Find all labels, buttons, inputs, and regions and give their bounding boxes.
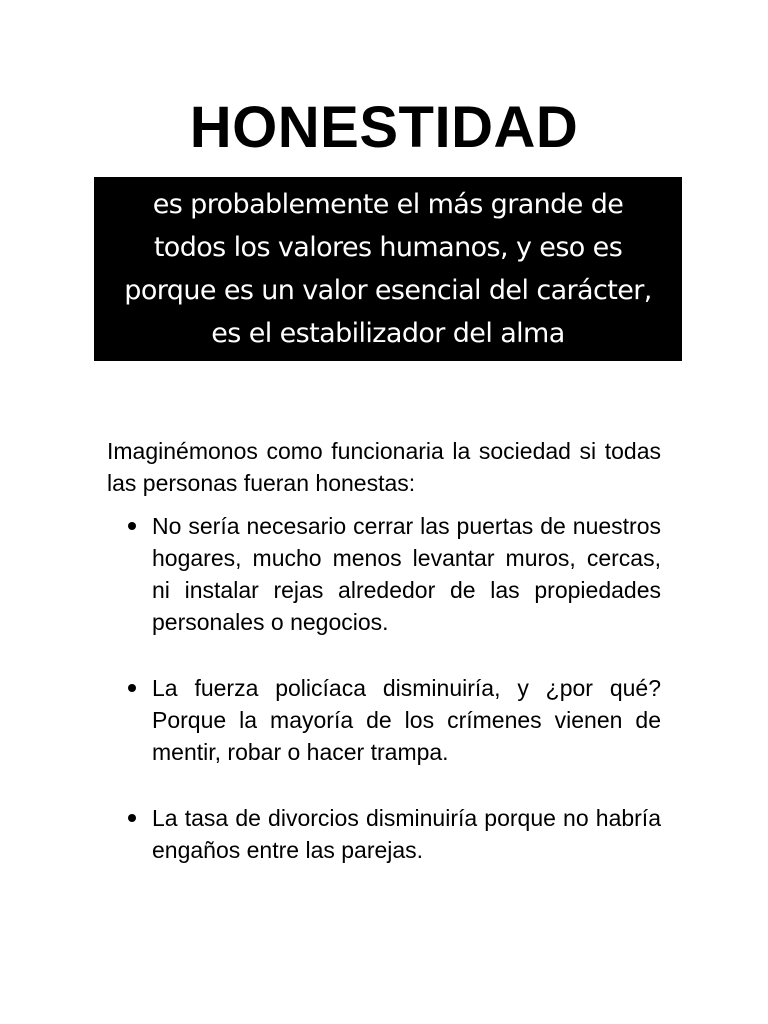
list-item xyxy=(128,802,661,866)
bullet-dot-icon xyxy=(128,684,136,692)
page-title: HONESTIDAD xyxy=(189,95,579,160)
quote-line: es el estabilizador del alma xyxy=(211,318,565,349)
list-item xyxy=(128,510,661,638)
list-item-text: No sería necesario cerrar las puertas de nuestros hogares, mucho menos levantar muros, cercas, ni instalar rejas alrededor de las propiedades personales o negocios. xyxy=(152,513,661,635)
list-item-text: La fuerza policíaca disminuiría, y ¿por qué? Porque la mayoría de los crímenes vienen de mentir, robar o hacer trampa. xyxy=(152,675,661,765)
bullet-dot-icon xyxy=(128,814,136,822)
list-item-text: La tasa de divorcios disminuiría porque no habría engaños entre las parejas. xyxy=(152,805,661,863)
intro-paragraph: Imaginémonos como funcionaria la sociedad si todas las personas fueran honestas: xyxy=(107,438,661,496)
quote-banner xyxy=(94,177,682,361)
quote-line: es probablemente el más grande de xyxy=(152,189,624,220)
list-item xyxy=(128,672,661,768)
quote-line: todos los valores humanos, y eso es xyxy=(153,232,623,263)
bullet-dot-icon xyxy=(128,522,136,530)
quote-line: porque es un valor esencial del carácter, xyxy=(124,275,652,306)
bullet-list xyxy=(128,510,661,900)
